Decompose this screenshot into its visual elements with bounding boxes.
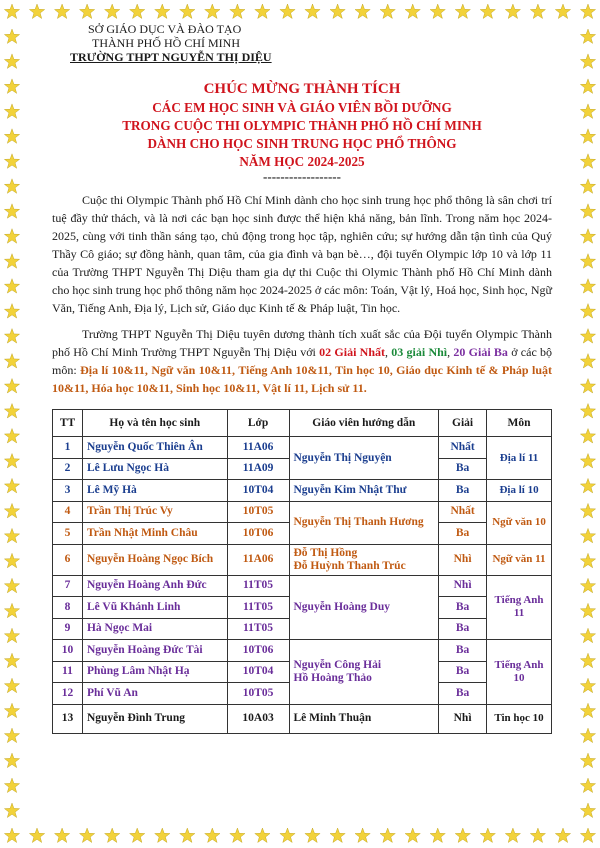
border-star-icon xyxy=(280,4,295,19)
row-prize: Nhì xyxy=(439,704,487,733)
achievement-intro: Trường THPT Nguyễn Thị Diệu tuyên dương thành tích xuất sắc của Đội tuyển Olympic Thành phố Hồ Chí Minh Trường THPT Nguyễn Thị Diệu với xyxy=(52,327,552,359)
title-line-5: NĂM HỌC 2024-2025 xyxy=(239,154,365,169)
border-star-icon xyxy=(580,179,595,194)
row-class: 10T06 xyxy=(227,523,289,545)
organization-header xyxy=(70,22,552,64)
row-prize: Nhì xyxy=(439,575,487,597)
row-teacher xyxy=(289,544,439,575)
row-teacher: Nguyễn Hoàng Duy xyxy=(289,575,439,640)
table-row xyxy=(53,704,552,733)
border-star-icon xyxy=(580,803,595,818)
border-star-icon xyxy=(305,828,320,843)
border-star-icon xyxy=(580,553,595,568)
border-star-icon xyxy=(580,104,595,119)
row-tt: 5 xyxy=(53,523,83,545)
border-star-icon xyxy=(29,4,44,19)
row-prize: Ba xyxy=(439,683,487,705)
border-star-icon xyxy=(4,828,19,843)
row-tt: 9 xyxy=(53,618,83,640)
border-star-icon xyxy=(4,603,19,617)
document-body xyxy=(52,22,552,734)
row-class: 11T05 xyxy=(227,575,289,597)
border-star-icon xyxy=(130,4,145,19)
teacher-name: Hồ Hoàng Thảo xyxy=(293,671,372,684)
border-star-icon xyxy=(4,753,19,768)
header-class: Lớp xyxy=(227,410,289,437)
row-name: Phùng Lâm Nhật Hạ xyxy=(82,661,227,683)
border-star-icon xyxy=(205,828,220,843)
border-star-icon xyxy=(105,4,120,19)
row-class: 11T05 xyxy=(227,597,289,619)
row-prize: Ba xyxy=(439,458,487,480)
border-star-icon xyxy=(4,329,19,344)
border-star-icon xyxy=(4,4,19,19)
border-star-icon xyxy=(4,154,19,169)
border-star-icon xyxy=(580,578,595,593)
border-star-icon xyxy=(4,503,19,518)
row-tt: 8 xyxy=(53,597,83,619)
border-star-icon xyxy=(4,678,19,693)
border-star-icon xyxy=(580,54,595,69)
border-star-icon xyxy=(4,204,19,218)
row-tt: 4 xyxy=(53,501,83,523)
border-star-icon xyxy=(55,4,70,19)
border-star-icon xyxy=(255,828,270,843)
border-star-icon xyxy=(580,653,595,668)
border-star-icon xyxy=(580,304,595,319)
border-star-icon xyxy=(130,828,145,843)
border-star-icon xyxy=(4,29,19,43)
title-line-3: TRONG CUỘC THI OLYMPIC THÀNH PHỐ HỒ CHÍ MINH xyxy=(122,118,482,133)
border-star-icon xyxy=(480,828,495,843)
border-star-icon xyxy=(180,828,195,843)
row-teacher: Nguyễn Thị Thanh Hương xyxy=(289,501,439,544)
row-prize: Ba xyxy=(439,661,487,683)
teacher-name: Đỗ Thị Hồng xyxy=(293,546,358,559)
border-star-icon xyxy=(580,628,595,643)
border-star-icon xyxy=(580,753,595,768)
row-name: Phí Vũ An xyxy=(82,683,227,705)
border-star-icon xyxy=(4,54,19,69)
row-tt: 10 xyxy=(53,640,83,662)
border-star-icon xyxy=(380,4,395,19)
row-subject: Tin học 10 xyxy=(487,704,552,733)
border-star-icon xyxy=(4,279,19,293)
border-star-icon xyxy=(405,4,420,19)
border-star-icon xyxy=(230,4,245,19)
results-table xyxy=(52,409,552,734)
border-star-icon xyxy=(505,828,520,843)
comma-2: , xyxy=(447,345,451,359)
teacher-name: Đỗ Huỳnh Thanh Trúc xyxy=(293,559,406,572)
row-prize: Nhì xyxy=(439,544,487,575)
header-prize: Giải xyxy=(439,410,487,437)
border-star-icon xyxy=(455,4,470,19)
row-tt: 3 xyxy=(53,480,83,502)
intro-paragraph: Cuộc thi Olympic Thành phố Hồ Chí Minh dành cho học sinh trung học phổ thông là sân chơi trí tuệ đầy thử thách, và là nơi các bạn học sinh được thể hiện khả năng, bản lĩnh. Trong năm học 2024-2025, cùng với tinh thần sáng tạo, chủ động trong học tập, nghiên cứu; sự hướng dẫn tận tình của Quý Thầy Cô giáo; sự đồng hành, quan tâm, của gia đình và bạn bè…, đội tuyển Olympic lớp 10 và lớp 11 của Trường THPT Nguyễn Thị Diệu tham gia dự thi Cuộc thi Olymic Thành phố Hồ Chí Minh dành cho học sinh trung học phổ thông năm học 2024-2025 ở các môn: Toán, Vật lý, Hoá học, Sinh học, Ngữ Văn, Tiếng Anh, Địa lý, Lịch sử, Giáo dục Kinh tế & Pháp luật, Tin học. xyxy=(52,193,552,315)
row-class: 10T05 xyxy=(227,501,289,523)
border-star-icon xyxy=(580,154,595,169)
row-subject: Tiếng Anh 10 xyxy=(487,640,552,705)
first-prize-count: 02 Giải Nhất xyxy=(319,345,385,359)
border-star-icon xyxy=(580,254,595,269)
border-star-icon xyxy=(580,379,595,394)
border-star-icon xyxy=(4,478,19,493)
border-star-icon xyxy=(4,728,19,743)
header-subject: Môn xyxy=(487,410,552,437)
title-line-2: CÁC EM HỌC SINH VÀ GIÁO VIÊN BỒI DƯỠNG xyxy=(152,100,452,115)
table-row xyxy=(53,437,552,459)
border-star-icon xyxy=(580,454,595,468)
border-star-icon xyxy=(480,4,495,19)
row-prize: Ba xyxy=(439,597,487,619)
table-row xyxy=(53,575,552,597)
border-star-icon xyxy=(4,379,19,394)
row-prize: Ba xyxy=(439,640,487,662)
row-teacher: Lê Minh Thuận xyxy=(289,704,439,733)
row-name: Trần Nhật Minh Châu xyxy=(82,523,227,545)
border-star-icon xyxy=(580,404,595,419)
border-star-icon xyxy=(405,828,420,843)
border-star-icon xyxy=(580,703,595,717)
border-star-icon xyxy=(155,4,170,19)
row-subject: Tiếng Anh 11 xyxy=(487,575,552,640)
table-row xyxy=(53,501,552,523)
border-star-icon xyxy=(580,279,595,293)
row-class: 10T04 xyxy=(227,480,289,502)
border-star-icon xyxy=(4,528,19,542)
row-subject: Địa lí 11 xyxy=(487,437,552,480)
table-row xyxy=(53,640,552,662)
border-star-icon xyxy=(280,828,295,843)
border-star-icon xyxy=(355,4,370,19)
border-star-icon xyxy=(530,828,545,843)
border-star-icon xyxy=(580,678,595,693)
border-star-icon xyxy=(330,4,345,19)
border-star-icon xyxy=(4,404,19,419)
border-star-icon xyxy=(580,79,595,94)
school-name: TRƯỜNG THPT NGUYỄN THỊ DIỆU xyxy=(70,50,272,64)
row-name: Nguyễn Quốc Thiên Ân xyxy=(82,437,227,459)
achievement-paragraph xyxy=(52,325,552,397)
row-tt: 6 xyxy=(53,544,83,575)
border-star-icon xyxy=(55,828,70,843)
city-name: THÀNH PHỐ HỒ CHÍ MINH xyxy=(92,36,240,50)
border-star-icon xyxy=(4,429,19,444)
border-star-icon xyxy=(80,4,95,19)
border-star-icon xyxy=(580,528,595,542)
title-line-1: CHÚC MỪNG THÀNH TÍCH xyxy=(203,81,401,97)
border-star-icon xyxy=(4,454,19,468)
table-header-row xyxy=(53,410,552,437)
border-star-icon xyxy=(580,603,595,617)
row-class: 11A09 xyxy=(227,458,289,480)
row-name: Nguyễn Hoàng Ngọc Bích xyxy=(82,544,227,575)
border-star-icon xyxy=(4,778,19,792)
row-tt: 11 xyxy=(53,661,83,683)
achievement-mid: ở các bộ môn: xyxy=(52,345,553,377)
row-class: 11T05 xyxy=(227,618,289,640)
border-star-icon xyxy=(580,204,595,218)
row-name: Nguyễn Hoàng Đức Tài xyxy=(82,640,227,662)
header-tt: TT xyxy=(53,410,83,437)
border-star-icon xyxy=(530,4,545,19)
row-class: 10T05 xyxy=(227,683,289,705)
border-star-icon xyxy=(4,79,19,94)
border-star-icon xyxy=(380,828,395,843)
border-star-icon xyxy=(4,553,19,568)
row-name: Nguyễn Hoàng Anh Đức xyxy=(82,575,227,597)
row-name: Lê Vũ Khánh Linh xyxy=(82,597,227,619)
border-star-icon xyxy=(4,129,19,144)
row-tt: 1 xyxy=(53,437,83,459)
border-star-icon xyxy=(4,229,19,244)
row-name: Lê Lưu Ngọc Hà xyxy=(82,458,227,480)
border-star-icon xyxy=(580,229,595,244)
border-star-icon xyxy=(430,4,445,19)
border-star-icon xyxy=(80,828,95,843)
border-star-icon xyxy=(4,354,19,368)
border-star-icon xyxy=(580,4,595,19)
border-star-icon xyxy=(430,828,445,843)
row-name: Nguyễn Đình Trung xyxy=(82,704,227,733)
border-star-icon xyxy=(4,803,19,818)
department-name: SỞ GIÁO DỤC VÀ ĐÀO TẠO xyxy=(88,22,242,36)
border-star-icon xyxy=(155,828,170,843)
row-prize: Nhất xyxy=(439,501,487,523)
row-tt: 12 xyxy=(53,683,83,705)
border-star-icon xyxy=(330,828,345,843)
border-star-icon xyxy=(355,828,370,843)
border-star-icon xyxy=(4,179,19,194)
border-star-icon xyxy=(580,503,595,518)
row-tt: 7 xyxy=(53,575,83,597)
border-star-icon xyxy=(555,828,570,843)
header-teacher: Giáo viên hướng dẫn xyxy=(289,410,439,437)
row-prize: Ba xyxy=(439,523,487,545)
row-tt: 13 xyxy=(53,704,83,733)
row-tt: 2 xyxy=(53,458,83,480)
title-line-4: DÀNH CHO HỌC SINH TRUNG HỌC PHỔ THÔNG xyxy=(147,136,457,151)
row-name: Lê Mỹ Hà xyxy=(82,480,227,502)
border-star-icon xyxy=(205,4,220,19)
border-star-icon xyxy=(305,4,320,19)
border-star-icon xyxy=(555,4,570,19)
row-class: 11A06 xyxy=(227,437,289,459)
border-star-icon xyxy=(505,4,520,19)
achievement-subjects: Địa lí 10&11, Ngữ văn 10&11, Tiếng Anh 10&11, Tin học 10, Giáo dục Kinh tế & Pháp luật 10&11, Hóa học 10&11, Sinh học 10&11, Vật lí 11, Lịch sử 11. xyxy=(52,363,553,395)
row-teacher: Nguyễn Kim Nhật Thư xyxy=(289,480,439,502)
border-star-icon xyxy=(4,254,19,269)
border-star-icon xyxy=(255,4,270,19)
row-teacher: Nguyễn Thị Nguyện xyxy=(289,437,439,480)
table-row xyxy=(53,544,552,575)
third-prize-count: 20 Giải Ba xyxy=(453,345,508,359)
border-star-icon xyxy=(580,329,595,344)
row-name: Hà Ngọc Mai xyxy=(82,618,227,640)
comma-1: , xyxy=(385,345,388,359)
border-star-icon xyxy=(230,828,245,843)
title-separator: ------------------ xyxy=(263,169,341,184)
row-prize: Nhất xyxy=(439,437,487,459)
row-name: Trần Thị Trúc Vy xyxy=(82,501,227,523)
row-class: 11A06 xyxy=(227,544,289,575)
border-star-icon xyxy=(580,478,595,493)
border-star-icon xyxy=(29,828,44,843)
second-prize-count: 03 giải Nhì xyxy=(391,345,448,359)
table-row xyxy=(53,480,552,502)
border-star-icon xyxy=(580,728,595,743)
border-star-icon xyxy=(4,304,19,319)
header-name: Họ và tên học sinh xyxy=(82,410,227,437)
border-star-icon xyxy=(580,828,595,843)
row-class: 10A03 xyxy=(227,704,289,733)
border-star-icon xyxy=(580,778,595,792)
row-teacher xyxy=(289,640,439,705)
congratulation-title xyxy=(52,80,552,183)
row-class: 10T06 xyxy=(227,640,289,662)
border-star-icon xyxy=(580,354,595,368)
border-star-icon xyxy=(580,29,595,43)
row-class: 10T04 xyxy=(227,661,289,683)
row-subject: Địa lí 10 xyxy=(487,480,552,502)
border-star-icon xyxy=(4,578,19,593)
teacher-name: Nguyễn Công Hải xyxy=(293,658,382,671)
row-prize: Ba xyxy=(439,618,487,640)
row-prize: Ba xyxy=(439,480,487,502)
border-star-icon xyxy=(180,4,195,19)
border-star-icon xyxy=(4,628,19,643)
border-star-icon xyxy=(4,703,19,717)
border-star-icon xyxy=(580,429,595,444)
border-star-icon xyxy=(580,129,595,144)
row-subject: Ngữ văn 11 xyxy=(487,544,552,575)
border-star-icon xyxy=(455,828,470,843)
border-star-icon xyxy=(4,104,19,119)
row-subject: Ngữ văn 10 xyxy=(487,501,552,544)
border-star-icon xyxy=(105,828,120,843)
border-star-icon xyxy=(4,653,19,668)
